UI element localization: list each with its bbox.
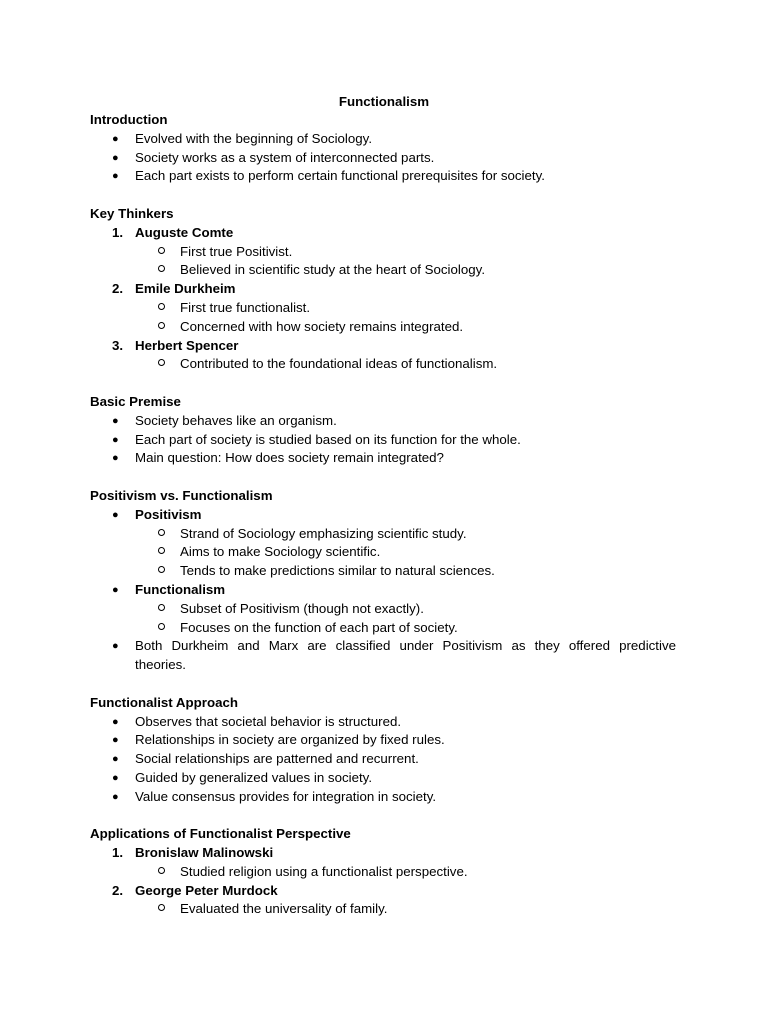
thinker-name: Auguste Comte [135, 224, 234, 240]
list-number: 1. [112, 845, 124, 861]
bullet-icon: ● [112, 508, 119, 521]
bullet-icon: ● [112, 583, 119, 596]
circle-bullet-icon [158, 243, 165, 262]
section-heading-key-thinkers: Key Thinkers [90, 205, 174, 221]
spacer [90, 806, 676, 825]
spacer [90, 374, 676, 393]
list-item [90, 431, 676, 450]
bullet-icon: ● [112, 715, 119, 728]
list-item [90, 731, 676, 750]
list-item-text: Contributed to the foundational ideas of functionalism. [180, 356, 498, 372]
bullet-icon: ● [112, 771, 119, 784]
section-heading-applications: Applications of Functionalist Perspective [90, 826, 351, 842]
sub-list-item [90, 525, 676, 544]
note-text-line-1: Both Durkheim and Marx are classified under Positivism as they offered predictive [135, 638, 676, 654]
list-item-text: Observes that societal behavior is structured. [135, 713, 402, 729]
list-item [90, 637, 676, 656]
list-item-text: Society behaves like an organism. [135, 412, 337, 428]
thinker-name: George Peter Murdock [135, 882, 278, 898]
circle-bullet-icon [158, 900, 165, 919]
list-item [90, 581, 676, 600]
list-item-text: Value consensus provides for integration in society. [135, 788, 437, 804]
bullet-icon: ● [112, 640, 119, 653]
numbered-item [90, 280, 676, 299]
list-item-text: Evolved with the beginning of Sociology. [135, 130, 373, 146]
list-item-text: First true functionalist. [180, 299, 311, 315]
sub-list-item [90, 619, 676, 638]
circle-bullet-icon [158, 619, 165, 638]
list-item-text: Aims to make Sociology scientific. [180, 544, 381, 560]
positivism-label: Positivism [135, 506, 202, 522]
bullet-icon: ● [112, 414, 119, 427]
numbered-item [90, 882, 676, 901]
bullet-icon: ● [112, 151, 119, 164]
sub-list-item [90, 318, 676, 337]
sub-list-item [90, 355, 676, 374]
list-item-text: Relationships in society are organized by fixed rules. [135, 732, 445, 748]
circle-bullet-icon [158, 355, 165, 374]
sub-list-item [90, 562, 676, 581]
list-item [90, 167, 676, 186]
numbered-item [90, 337, 676, 356]
list-item [90, 130, 676, 149]
sub-list-item [90, 261, 676, 280]
section-heading-positivism-vs-functionalism: Positivism vs. Functionalism [90, 487, 273, 503]
list-item [90, 412, 676, 431]
list-item-text: Society works as a system of interconnected parts. [135, 149, 435, 165]
list-item-text: Tends to make predictions similar to natural sciences. [180, 563, 495, 579]
list-item-text: Focuses on the function of each part of society. [180, 619, 458, 635]
list-number: 2. [112, 882, 124, 898]
numbered-item [90, 844, 676, 863]
circle-bullet-icon [158, 600, 165, 619]
spacer [90, 468, 676, 487]
list-number: 1. [112, 224, 124, 240]
bullet-icon: ● [112, 753, 119, 766]
sub-list-item [90, 299, 676, 318]
section-heading-functionalist-approach: Functionalist Approach [90, 694, 238, 710]
circle-bullet-icon [158, 562, 165, 581]
list-item-text: Strand of Sociology emphasizing scientific study. [180, 525, 467, 541]
sub-list-item [90, 243, 676, 262]
document-title: Functionalism [338, 94, 430, 109]
bullet-icon: ● [112, 734, 119, 747]
sub-list-item [90, 600, 676, 619]
list-item [90, 713, 676, 732]
section-heading-basic-premise: Basic Premise [90, 393, 181, 409]
list-item-text: Guided by generalized values in society. [135, 769, 373, 785]
spacer [90, 186, 676, 205]
circle-bullet-icon [158, 525, 165, 544]
list-item-text: Subset of Positivism (though not exactly). [180, 600, 424, 616]
list-item-text: Believed in scientific study at the heart of Sociology. [180, 262, 486, 278]
list-item [90, 149, 676, 168]
circle-bullet-icon [158, 863, 165, 882]
sub-list-item [90, 543, 676, 562]
list-item-text: Studied religion using a functionalist perspective. [180, 863, 468, 879]
thinker-name: Herbert Spencer [135, 337, 239, 353]
circle-bullet-icon [158, 543, 165, 562]
numbered-item [90, 224, 676, 243]
thinker-name: Bronislaw Malinowski [135, 845, 274, 861]
list-item-text: First true Positivist. [180, 243, 293, 259]
bullet-icon: ● [112, 170, 119, 183]
thinker-name: Emile Durkheim [135, 281, 236, 297]
list-number: 3. [112, 337, 124, 353]
circle-bullet-icon [158, 318, 165, 337]
list-item-continuation [90, 656, 676, 675]
sub-list-item [90, 863, 676, 882]
list-item [90, 769, 676, 788]
list-item [90, 788, 676, 807]
list-number: 2. [112, 281, 124, 297]
list-item-text: Each part exists to perform certain functional prerequisites for society. [135, 168, 545, 184]
list-item-text: Concerned with how society remains integrated. [180, 318, 464, 334]
note-text-line-2: theories. [135, 657, 186, 673]
list-item-text: Evaluated the universality of family. [180, 901, 388, 917]
bullet-icon: ● [112, 790, 119, 803]
circle-bullet-icon [158, 261, 165, 280]
bullet-icon: ● [112, 452, 119, 465]
list-item-text: Social relationships are patterned and recurrent. [135, 751, 419, 767]
circle-bullet-icon [158, 299, 165, 318]
list-item [90, 750, 676, 769]
list-item-text: Each part of society is studied based on its function for the whole. [135, 431, 521, 447]
functionalism-label: Functionalism [135, 581, 226, 597]
list-item [90, 506, 676, 525]
bullet-icon: ● [112, 132, 119, 145]
section-heading-introduction: Introduction [90, 112, 168, 127]
spacer [90, 675, 676, 694]
list-item [90, 449, 676, 468]
document-body [90, 111, 676, 919]
sub-list-item [90, 900, 676, 919]
list-item-text: Main question: How does society remain integrated? [135, 450, 444, 466]
bullet-icon: ● [112, 433, 119, 446]
